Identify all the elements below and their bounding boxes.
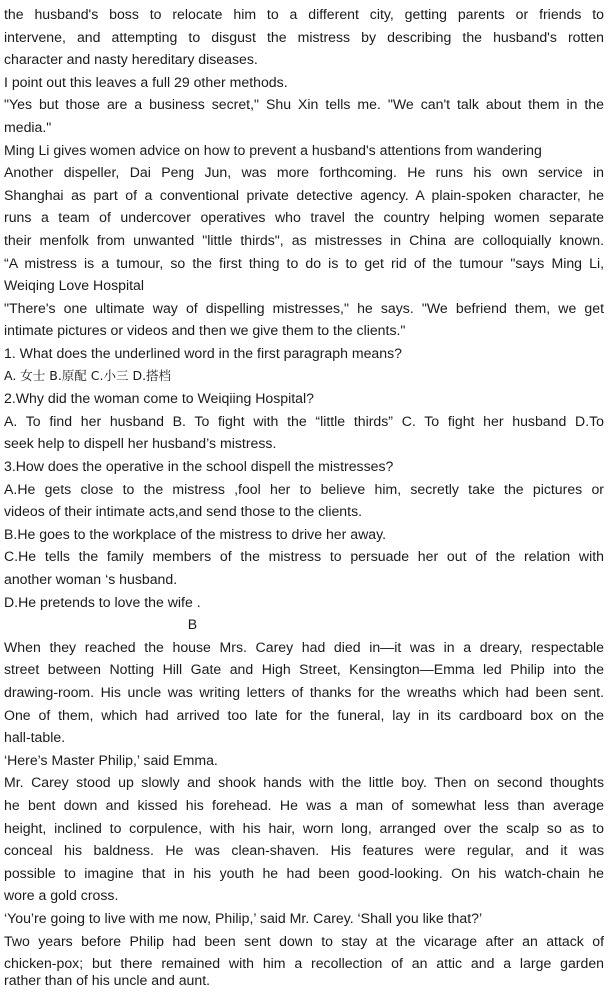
- question-3-option-b: B.He goes to the workplace of the mistress to drive her away.: [4, 525, 387, 542]
- question-2-options: A. To find her husband B. To fight with the “little thirds” C. To fight her husband D.To: [4, 412, 604, 429]
- question-2-options: seek help to dispell her husband’s mistress.: [4, 435, 277, 452]
- text-line: Another dispeller, Dai Peng Jun, was more forthcoming. He runs his own service in: [4, 164, 604, 181]
- text-line: conceal his baldness. He was clean-shaven. His features were regular, and it was: [4, 842, 604, 859]
- text-line: rather than of his uncle and aunt.: [4, 972, 211, 988]
- text-line: character and nasty hereditary diseases.: [4, 51, 258, 68]
- text-line: wore a gold cross.: [4, 887, 119, 904]
- text-line: When they reached the house Mrs. Carey had died in—it was in a dreary, respectable: [4, 638, 604, 655]
- text-line: media.": [4, 119, 52, 135]
- question-3-option-c: another woman ‘s husband.: [4, 571, 178, 587]
- text-line: One of them, which had arrived too late for the funeral, lay in its cardboard box on the: [4, 706, 604, 723]
- text-line: ‘You’re going to live with me now, Philip,’ said Mr. Carey. ‘Shall you like that?’: [4, 910, 483, 926]
- text-line: their menfolk from unwanted "little thirds", as mistresses in China are colloquially known.: [4, 232, 604, 248]
- question-3-option-a: videos of their intimate acts,and send those to the clients.: [4, 503, 363, 520]
- text-line: drawing-room. His uncle was writing letters of thanks for the wreaths which had been sent.: [4, 684, 604, 700]
- question-2: 2.Why did the woman come to Weiqiing Hospital?: [4, 390, 314, 407]
- text-line: the husband's boss to relocate him to a different city, getting parents or friends to: [4, 6, 604, 22]
- text-line: street between Notting Hill Gate and High Street, Kensington—Emma led Philip into the: [4, 661, 604, 678]
- text-line: height, inclined to corpulence, with his hair, worn long, arranged over the scalp so as to: [4, 819, 604, 836]
- caption-line: Ming Li gives women advice on how to prevent a husband's attentions from wandering: [4, 141, 542, 158]
- text-line: chicken-pox; but there remained with him a recollection of an attic and a large garden: [4, 955, 604, 972]
- text-line: possible to imagine that in his youth he had been good-looking. On his watch-chain he: [4, 864, 604, 881]
- text-line: Mr. Carey stood up slowly and shook hands with the little boy. Then on second thoughts: [4, 774, 604, 791]
- text-line: “A mistress is a tumour, so the first thing to do is to get rid of the tumour "says Ming Li,: [4, 254, 604, 271]
- text-line: he bent down and kissed his forehead. He was a man of somewhat less than average: [4, 797, 604, 813]
- text-line: runs a team of undercover operatives who travel the country helping women separate: [4, 209, 604, 226]
- text-line: "Yes but those are a business secret," Shu Xin tells me. "We can't talk about them in the: [4, 96, 604, 113]
- question-3-option-a: A.He gets close to the mistress ,fool her to believe him, secretly take the pictures or: [4, 480, 604, 497]
- question-1-options: A. 女士 B.原配 C.小三 D.搭档: [4, 367, 172, 383]
- section-heading-b: B: [187, 616, 198, 633]
- question-3-option-c: C.He tells the family members of the mistress to persuade her out of the relation with: [4, 548, 604, 565]
- text-line: Two years before Philip had been sent down to stay at the vicarage after an attack of: [4, 932, 604, 949]
- text-line: Shanghai as part of a conventional private detective agency. A plain-spoken character, he: [4, 186, 604, 203]
- question-3: 3.How does the operative in the school dispell the mistresses?: [4, 458, 394, 474]
- text-line: ‘Here’s Master Philip,’ said Emma.: [4, 751, 218, 768]
- question-3-option-d: D.He pretends to love the wife .: [4, 593, 201, 610]
- text-line: I point out this leaves a full 29 other methods.: [4, 73, 288, 90]
- text-line: intervene, and attempting to disgust the mistress by describing the husband's rotten: [4, 28, 604, 45]
- text-line: intimate pictures or videos and then we give them to the clients.": [4, 322, 406, 339]
- text-line: Weiqing Love Hospital: [4, 277, 144, 294]
- text-line: hall-table.: [4, 729, 66, 746]
- question-1: 1. What does the underlined word in the first paragraph means?: [4, 345, 402, 361]
- text-line: "There's one ultimate way of dispelling mistresses," he says. "We befriend them, we get: [4, 299, 604, 316]
